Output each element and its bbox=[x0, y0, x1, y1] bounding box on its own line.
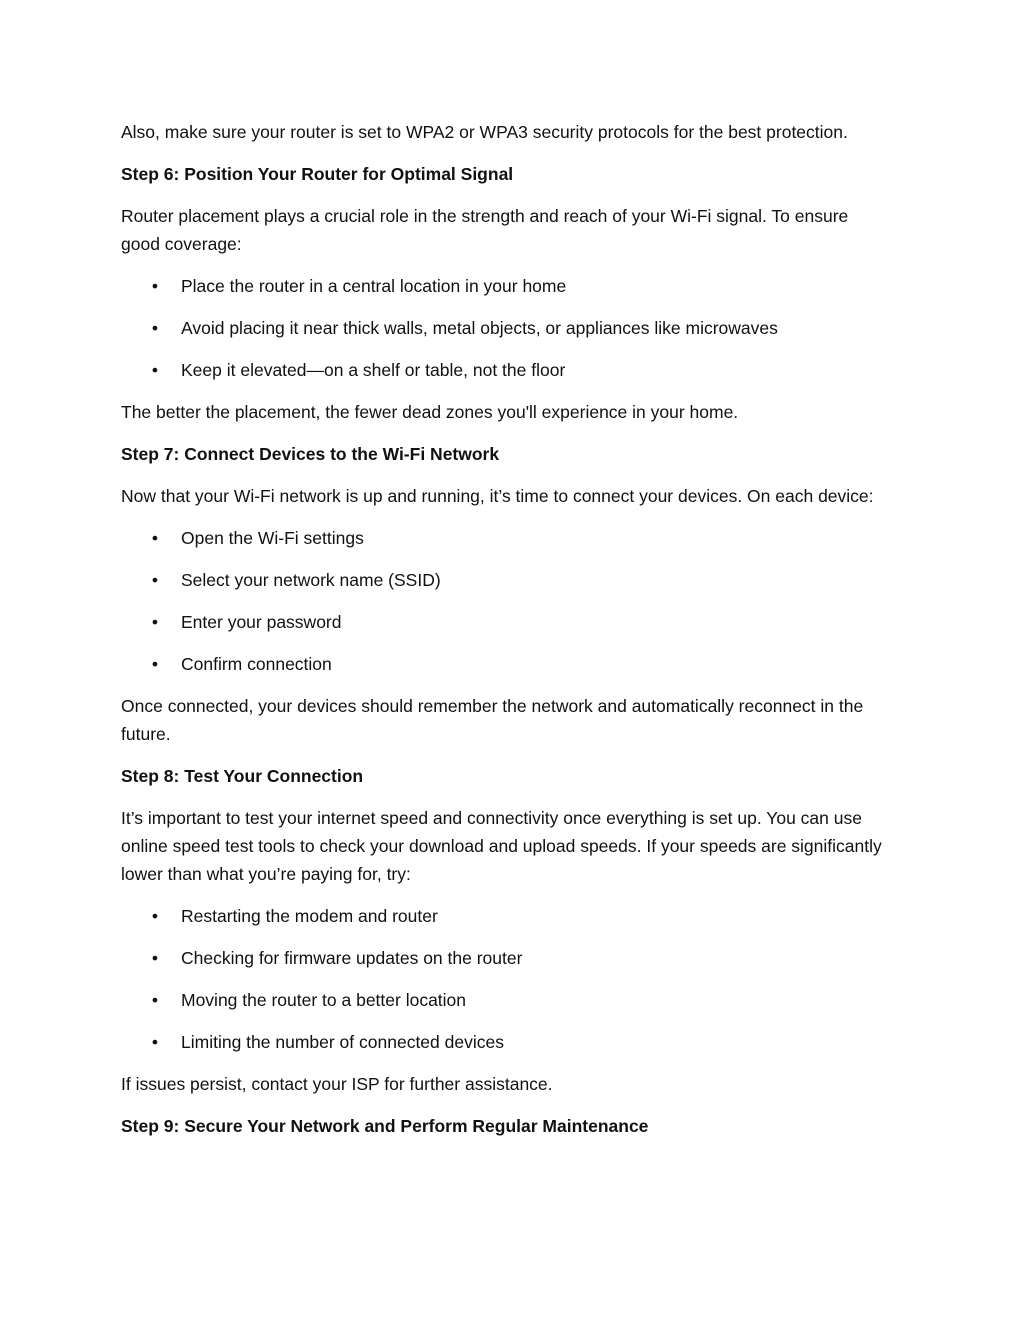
document-body bbox=[121, 118, 891, 1154]
list-item-text: Enter your password bbox=[181, 612, 342, 632]
step-8-list bbox=[121, 902, 891, 1056]
list-item bbox=[121, 272, 891, 300]
step-7-paragraph: Now that your Wi-Fi network is up and running, it’s time to connect your devices. On each device: bbox=[121, 486, 874, 506]
list-item-text: Limiting the number of connected devices bbox=[181, 1032, 504, 1052]
intro-paragraph: Also, make sure your router is set to WPA2 or WPA3 security protocols for the best protection. bbox=[121, 122, 848, 142]
bullet-icon: • bbox=[151, 318, 159, 338]
list-item-text: Checking for firmware updates on the router bbox=[181, 948, 523, 968]
bullet-icon: • bbox=[151, 1032, 159, 1052]
bullet-icon: • bbox=[151, 990, 159, 1010]
list-item-text: Select your network name (SSID) bbox=[181, 570, 441, 590]
bullet-icon: • bbox=[151, 528, 159, 548]
list-item bbox=[121, 986, 891, 1014]
bullet-icon: • bbox=[151, 948, 159, 968]
step-7-heading: Step 7: Connect Devices to the Wi-Fi Network bbox=[121, 444, 500, 464]
list-item bbox=[121, 566, 891, 594]
list-item-text: Place the router in a central location in your home bbox=[181, 276, 567, 296]
list-item bbox=[121, 524, 891, 552]
list-item bbox=[121, 314, 891, 342]
step-6-list bbox=[121, 272, 891, 384]
step-9-heading: Step 9: Secure Your Network and Perform Regular Maintenance bbox=[121, 1116, 649, 1136]
bullet-icon: • bbox=[151, 276, 159, 296]
list-item-text: Open the Wi-Fi settings bbox=[181, 528, 364, 548]
bullet-icon: • bbox=[151, 612, 159, 632]
list-item-text: Keep it elevated—on a shelf or table, not the floor bbox=[181, 360, 566, 380]
step-8-heading: Step 8: Test Your Connection bbox=[121, 766, 364, 786]
list-item bbox=[121, 608, 891, 636]
list-item-text: Avoid placing it near thick walls, metal objects, or appliances like microwaves bbox=[181, 318, 778, 338]
list-item bbox=[121, 356, 891, 384]
list-item bbox=[121, 944, 891, 972]
step-8-paragraph: It’s important to test your internet speed and connectivity once everything is set up. You can use online speed test tools to check your download and upload speeds. If your speeds are significantly lower than what you’re paying for, try: bbox=[121, 808, 882, 884]
list-item bbox=[121, 650, 891, 678]
list-item bbox=[121, 1028, 891, 1056]
list-item-text: Confirm connection bbox=[181, 654, 332, 674]
bullet-icon: • bbox=[151, 360, 159, 380]
bullet-icon: • bbox=[151, 570, 159, 590]
bullet-icon: • bbox=[151, 906, 159, 926]
step-6-heading: Step 6: Position Your Router for Optimal Signal bbox=[121, 164, 514, 184]
step-6-closing: The better the placement, the fewer dead zones you'll experience in your home. bbox=[121, 402, 739, 422]
list-item bbox=[121, 902, 891, 930]
step-6-paragraph: Router placement plays a crucial role in the strength and reach of your Wi-Fi signal. To ensure good coverage: bbox=[121, 206, 849, 254]
bullet-icon: • bbox=[151, 654, 159, 674]
step-7-closing: Once connected, your devices should remember the network and automatically reconnect in the future. bbox=[121, 696, 864, 744]
list-item-text: Restarting the modem and router bbox=[181, 906, 438, 926]
list-item-text: Moving the router to a better location bbox=[181, 990, 467, 1010]
step-7-list bbox=[121, 524, 891, 678]
step-8-closing: If issues persist, contact your ISP for further assistance. bbox=[121, 1074, 553, 1094]
